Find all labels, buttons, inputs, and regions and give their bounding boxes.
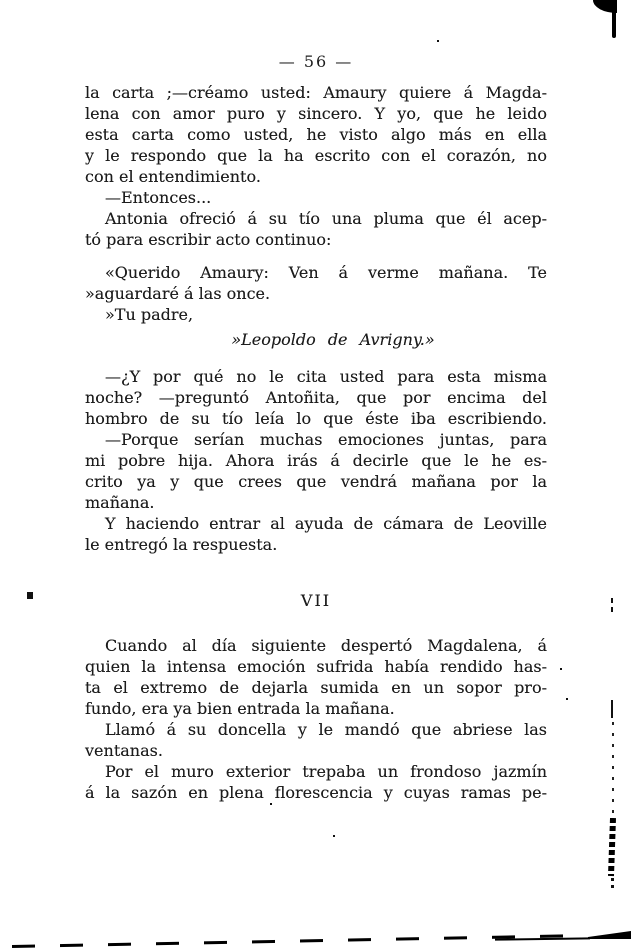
text-line: hombro de su tío leía lo que éste iba escribiendo. (85, 409, 547, 428)
text-line: Antonia ofreció á su tío una pluma que él acep- (105, 209, 547, 228)
right-margin-ink-streak (608, 818, 616, 876)
ink-speck (437, 40, 439, 42)
text-line: y le respondo que la ha escrito con el corazón, no (85, 146, 547, 165)
text-line: noche? —preguntó Antoñita, que por encima del (85, 388, 547, 407)
bottom-scan-edge-wedge (588, 931, 631, 939)
text-line: Y haciendo entrar al ayuda de cámara de Leoville (105, 514, 547, 533)
bottom-scan-edge-dashes (495, 937, 590, 940)
text-line: tó para escribir acto continuo: (85, 230, 332, 249)
text-line: Cuando al día siguiente despertó Magdalena, á (105, 636, 547, 655)
text-line: «Querido Amaury: Ven á verme mañana. Te (105, 263, 547, 282)
letter-signature: »Leopoldo de Avrigny.» (231, 330, 435, 349)
ink-speck (560, 668, 562, 670)
right-margin-ink-streak (611, 878, 614, 892)
text-line: quien la intensa emoción sufrida había rendido has- (85, 657, 547, 676)
right-margin-ink-streak (611, 598, 613, 614)
text-line: —Porque serían muchas emociones juntas, para (105, 430, 547, 449)
ink-speck (27, 592, 33, 599)
text-line: con el entendimiento. (85, 167, 261, 186)
text-line: mi pobre hija. Ahora irás á decirle que le he es- (85, 451, 547, 470)
text-line: —¿Y por qué no le cita usted para esta misma (105, 367, 547, 386)
ink-speck (333, 835, 335, 837)
right-margin-ink-streak (612, 722, 614, 818)
page-number: — 56 — (278, 52, 354, 71)
text-line: lena con amor puro y sincero. Y yo, que he leido (85, 104, 547, 123)
chapter-heading: VII (300, 591, 332, 610)
page-corner-ink-mark-tail (612, 8, 616, 38)
bottom-scan-edge-dashes (12, 934, 572, 948)
text-line: á la sazón en plena florescencia y cuyas ramas pe- (85, 783, 547, 802)
ink-speck (566, 698, 568, 700)
text-line: mañana. (85, 493, 155, 512)
text-line: la carta ;—créamo usted: Amaury quiere á Magda- (85, 83, 547, 102)
text-line: Llamó á su doncella y le mandó que abriese las (105, 720, 547, 739)
text-line: crito ya y que crees que vendrá mañana por la (85, 472, 547, 491)
text-line: ta el extremo de dejarla sumida en un sopor pro- (85, 678, 547, 697)
text-line: le entregó la respuesta. (85, 535, 278, 554)
text-line: ventanas. (85, 741, 163, 760)
text-line: esta carta como usted, he visto algo más en ella (85, 125, 547, 144)
text-body (85, 82, 547, 803)
right-margin-ink-streak (611, 700, 613, 718)
text-line: Por el muro exterior trepaba un frondoso jazmín (105, 762, 547, 781)
text-line: »Tu padre, (105, 305, 194, 324)
text-line: fundo, era ya bien entrada la mañana. (85, 699, 395, 718)
text-line: —Entonces... (105, 188, 212, 207)
text-line: »aguardaré á las once. (85, 284, 271, 303)
ink-speck (270, 803, 272, 805)
